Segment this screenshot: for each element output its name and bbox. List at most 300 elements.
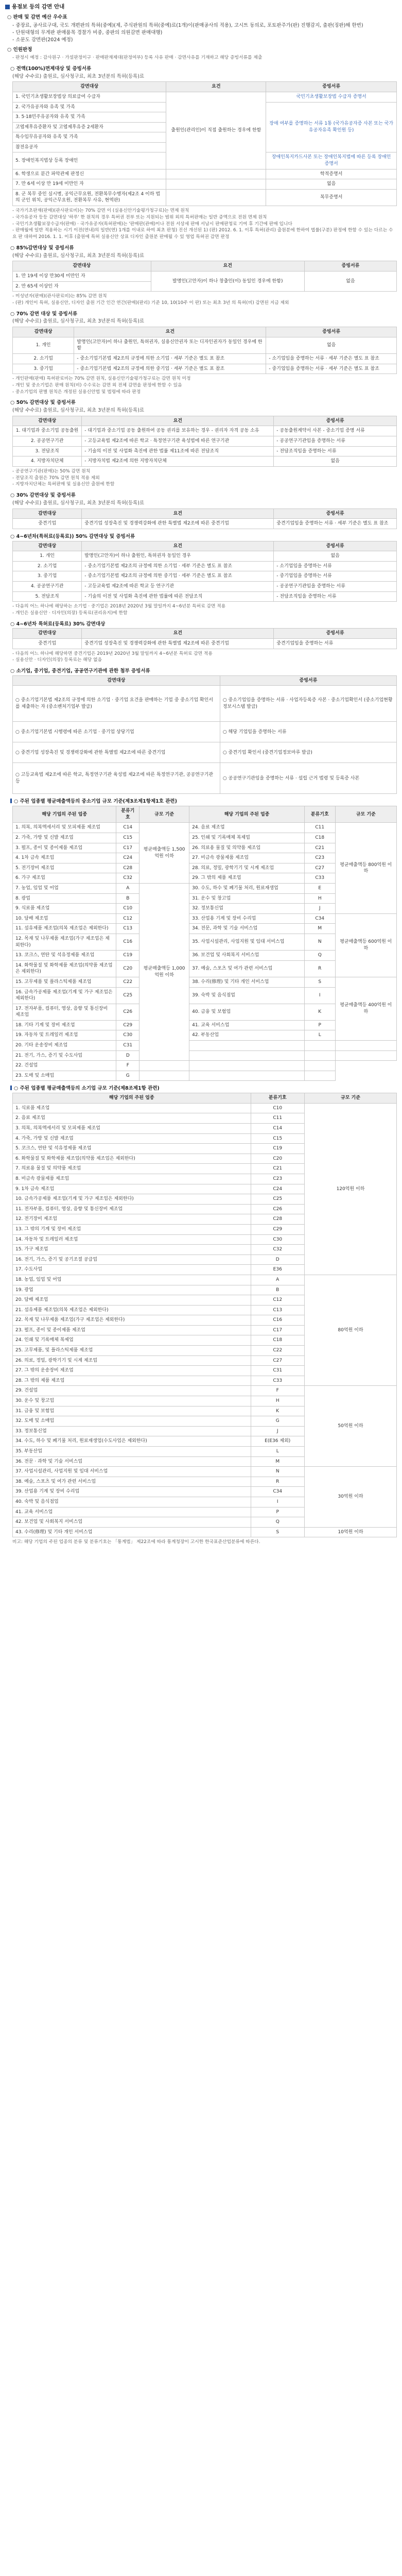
table-row	[13, 426, 397, 436]
industry-cell: 16. 전기, 가스, 증기 및 공기조절 공급업	[13, 1255, 251, 1265]
code-cell: C21	[251, 1164, 304, 1174]
code-cell: F	[116, 1061, 139, 1071]
industry-cell: 14. 자동차 및 트레일러 제조업	[13, 1234, 251, 1245]
evidence-heading: ○ 소기업, 중기업, 중견기업, 공공연구기관에 관한 첨부 증빙서류	[10, 668, 150, 674]
code-cell: C20	[251, 1154, 304, 1164]
judgement-text: - 판정시 예정 : 감사원구 · 가설판정이구 · 판매판재제대(판정여부) 등록 사유 판매 · 감면사유를 기재하고 해당 증빙서류를 제출	[12, 55, 263, 61]
code-cell: G	[251, 1416, 304, 1427]
cell-requirement: - 고등교육법 제2조에 따른 학교 등 연구기관	[82, 581, 274, 591]
table-row	[13, 823, 397, 833]
annual-30-table	[12, 628, 397, 649]
empty-cell	[304, 1041, 335, 1051]
code-cell: D	[251, 1255, 304, 1265]
full-exemption-heading: ○ 전액(100%)면제대상 및 증빙서류	[10, 65, 92, 72]
code-cell: C24	[251, 1184, 304, 1194]
full-exemption-notes	[12, 208, 397, 241]
industry-cell: 29. 그 밖의 제품 제조업	[189, 873, 305, 884]
note-item: - (판) 개인이 특허, 실용신안, 디자인 출원 기간 인간 연간(판매)(판리) 기준 10, 10(10주 이 판) 또는 최초 3년 의 특허(비) 감면된 지금 제외	[12, 300, 397, 307]
code-cell: C32	[251, 1245, 304, 1255]
cell-document: - 전담조직임을 증명하는 서류	[274, 591, 397, 602]
note-item: - 공공연구기관(판매)는 50% 감면 원칙	[12, 468, 397, 475]
cell-document: - 중기업임을 증명하는 서류 · 세부 기준은 별도 표 참조	[266, 364, 397, 374]
col-header: 해당 기업의 주된 업종	[13, 806, 116, 823]
industry-cell: 33. 산업용 기계 및 장비 수리업	[189, 913, 305, 924]
size-cell: 80억원 이하	[304, 1275, 396, 1386]
industry-cell: 12. 전기장비 제조업	[13, 1214, 251, 1225]
industry-cell: 1. 의복, 의복액세서리 및 모피제품 제조업	[13, 823, 116, 833]
col-header: 증빙서류	[274, 416, 397, 426]
cell-target: ○ 중견기업 성장촉진 및 경쟁력강화에 관한 특별법 제2조에 따른 중견기업	[13, 742, 220, 763]
note-item: - 판매월에 일반 적용하는 시기 이전(연내)의 일반(연) 1개를 이내로 하여 최초 판청) 진선 개선된 1) (판) 2012. 6. 1. 이후 특허(관리) 출원분에 한하여 법률(구분) 판정에 한함 수 있는 다르는 수요 판 대하여 2016. 1. 1. 이후 (출원에 특허 실용신안 상표 디자인 출원분 판매될 수 있 영업 특허권 감면 판정	[12, 227, 397, 241]
empty-cell	[189, 1050, 305, 1061]
industry-cell: 3. 의복, 의복액세서리 및 모피제품 제조업	[13, 1124, 251, 1134]
annual-50-table	[12, 541, 397, 602]
industry-cell: 19. 자동차 및 트레일러 제조업	[13, 1030, 116, 1041]
table-row	[13, 1041, 397, 1051]
code-cell: C21	[304, 843, 335, 853]
table-row	[13, 1061, 397, 1071]
cell-document: 중견기업임을 증명하는 서류	[274, 639, 397, 649]
code-cell: C22	[251, 1346, 304, 1356]
industry-cell: 30. 운수 및 창고업	[13, 1396, 251, 1406]
col-header: 요건	[151, 261, 304, 272]
annual-30-notes	[12, 651, 397, 664]
code-cell: M	[304, 924, 335, 934]
code-cell: C33	[304, 873, 335, 884]
industry-cell: 39. 숙박 및 음식점업	[189, 987, 305, 1004]
code-cell: C11	[251, 1113, 304, 1124]
cell-document: - 소기업임을 증명하는 서류	[274, 561, 397, 571]
col-header: 요건	[82, 509, 274, 519]
industry-cell: 13. 그 밖의 기계 및 장비 제조업	[13, 1224, 251, 1234]
full-exemption-condition: (해당 수수료) 출원료, 심사청구료, 최초 3년분의 특허(등록)료	[12, 73, 145, 79]
cell-target: 1. 대기업과 중소기업 공동출원	[13, 426, 82, 436]
cell-requirement: 발명인(고안자)이 하나 창출인(이) 동일인 경우에 한함)	[151, 271, 304, 291]
code-cell: G	[116, 1071, 139, 1081]
table-row	[13, 364, 397, 374]
empty-cell	[139, 1071, 189, 1081]
cell-requirement: - 대기업과 중소기업 공동 출원하여 공동 권리를 보유하는 경우 - 권리자 자격 공동 소유	[82, 426, 274, 436]
cell-document: 없음	[266, 179, 397, 190]
col-header: 증빙서류	[274, 541, 397, 551]
industry-cell: 11. 전자부품, 컴퓨터, 영상, 음향 및 통신장비 제조업	[13, 1204, 251, 1214]
code-cell: S	[251, 1527, 304, 1537]
code-cell: R	[304, 960, 335, 977]
cell-requirement: 중견기업 성장촉진 및 경쟁력강화에 관한 특별법 제2조에 따른 중견기업	[82, 519, 274, 529]
industry-cell: 28. 의료, 정밀, 광학기기 및 시계 제조업	[189, 863, 305, 873]
table-row	[13, 913, 397, 924]
cell-document: - 소기업임을 증명하는 서류 · 세부 기준은 별도 표 참조	[266, 353, 397, 364]
industry-cell: 7. 농업, 임업 및 어업	[13, 883, 116, 893]
col-header: 증빙서류	[266, 327, 397, 337]
table-row	[13, 456, 397, 467]
small-size-heading	[10, 1085, 397, 1092]
industry-cell: 17. 전자부품, 컴퓨터, 영상, 음향 및 통신장비 제조업	[13, 1004, 116, 1020]
cell-target: 7. 만 6세 이상 만 19세 미만인 자	[13, 179, 166, 190]
industry-cell: 25. 인쇄 및 기록매체 복제업	[189, 833, 305, 843]
empty-cell	[189, 1071, 305, 1081]
code-cell: C15	[251, 1133, 304, 1144]
code-cell: C30	[116, 1030, 139, 1041]
cell-target: 2. 소기업	[13, 353, 74, 364]
cell-document: 학적증명서	[266, 169, 397, 179]
col-header: 요건	[166, 82, 266, 92]
code-cell: C13	[251, 1305, 304, 1315]
industry-cell: 27. 그 밖의 운송장비 제조업	[13, 1366, 251, 1376]
exemption-70-notes	[12, 376, 397, 395]
industry-cell: 9. 1차 금속 제조업	[13, 1184, 251, 1194]
code-cell: C25	[116, 987, 139, 1004]
cell-target: 2. 소기업	[13, 561, 82, 571]
code-cell: C20	[116, 960, 139, 977]
exemption-50-notes	[12, 468, 397, 488]
annual-50-heading: ○ 4~6년차(특허료(등록료)) 50% 감면대상 및 증빙서류	[10, 533, 135, 539]
exemption-50-heading: ○ 50% 감면대상 및 증빙서류	[10, 400, 76, 406]
empty-cell	[304, 1071, 335, 1081]
cell-target: 3. 전담조직	[13, 446, 82, 456]
exemption-85-table	[12, 261, 397, 292]
cell-document: ○ 해당 기업임을 증명하는 서류	[220, 722, 396, 742]
code-cell: L	[304, 1030, 335, 1041]
col-header: 감면대상	[13, 416, 82, 426]
title-text: 용점보 등의 감면 안내	[12, 4, 65, 10]
cell-document: ○ 중소기업임을 증명하는 서류 · 사업자등록증 사본 · 중소기업확인서 (중소기업현황정보시스템 발급)	[220, 686, 396, 722]
code-cell: N	[251, 1467, 304, 1477]
code-cell: E36	[251, 1265, 304, 1275]
industry-cell: 25. 고무제품, 및 플라스틱제품 제조업	[13, 1346, 251, 1356]
code-cell: C28	[116, 863, 139, 873]
table-row	[13, 639, 397, 649]
cell-target: 3. 중기업	[13, 571, 82, 582]
cell-document: - 공공연구기관임을 증명하는 서류	[274, 581, 397, 591]
industry-cell: 5. 코크스, 연탄 및 석유정제품 제조업	[13, 1144, 251, 1154]
col-header: 증빙서류	[304, 261, 396, 272]
table-row	[13, 977, 397, 987]
code-cell: C26	[251, 1204, 304, 1214]
cell-target: 3. 중기업	[13, 364, 74, 374]
code-cell: F	[251, 1386, 304, 1396]
industry-cell: 6. 화학물질 및 화학제품 제조업(의약품 제조업은 제외한다)	[13, 1154, 251, 1164]
note-item: - 국가유공자 등등 감면대상 '하루' 한 원칙의 경우 특허권 전부 또는 지원되는 범위 외의 특허판매는 일반 증액으로 전원 면제 원칙	[12, 214, 397, 221]
col-header: 감면대상	[13, 675, 220, 686]
cell-document: 없음	[304, 271, 396, 291]
note-item: - 다음의 어느 하나에 해당하면 중견기업은 2019년 2020년 3월 말일까지 4~6년분 특허료 감면 적용	[12, 651, 397, 657]
table-row	[13, 1071, 397, 1081]
small-size-body	[13, 1103, 397, 1537]
size-cell: 평균매출액등 1,000억원 이하	[139, 883, 189, 1060]
code-cell: C23	[251, 1174, 304, 1184]
code-cell: I	[304, 987, 335, 1004]
sme-size-heading-text: ○ 주된 업종별 평균매출액등의 중소기업 규모 기준(제3조제1항제1호 관련)	[14, 799, 177, 805]
size-cell: 평균매출액등 1,500억원 이하	[139, 823, 189, 884]
industry-cell: 40. 숙박 및 음식점업	[13, 1497, 251, 1507]
industry-cell: 4. 가죽, 가방 및 신발 제조업	[13, 1133, 251, 1144]
industry-cell: 9. 식료품 제조업	[13, 904, 116, 914]
code-cell: C19	[116, 951, 139, 961]
col-header: 감면대상	[13, 629, 82, 639]
col-header: 분류기호	[304, 806, 335, 823]
industry-cell: 34. 전문, 과학 및 기술 서비스업	[189, 924, 305, 934]
code-cell: R	[251, 1477, 304, 1487]
summary-item: - 소문도 감면판(2024 예정)	[12, 37, 397, 44]
code-cell: C29	[116, 1020, 139, 1030]
cell-document: - 전담조직임을 증명하는 서류	[274, 446, 397, 456]
note-item: - 다음의 어느 하나에 해당하는 소기업 · 중기업은 2018년 2020년 3월 말일까지 4~6년분 특허료 감면 적용	[12, 603, 397, 610]
small-size-heading-text: ○ 주된 업종별 평균매출액등의 소기업 규모 기준(제8조제1항 관련)	[14, 1086, 160, 1092]
industry-cell: 8. 광업	[13, 893, 116, 904]
industry-cell: 6. 가구 제조업	[13, 873, 116, 884]
industry-cell: 39. 산업용 기계 및 장비 수리업	[13, 1487, 251, 1497]
industry-cell: 36. 전문 · 과학 및 기술 서비스업	[13, 1456, 251, 1467]
exemption-70-heading: ○ 70% 감면 대상 및 증빙서류	[10, 311, 78, 317]
industry-cell: 35. 사업시설관리, 사업지원 및 임대 서비스업	[189, 934, 305, 950]
col-header: 증빙서류	[274, 509, 397, 519]
code-cell: C19	[251, 1144, 304, 1154]
col-header: 해당 기업의 주된 업종	[189, 806, 305, 823]
table-row	[13, 353, 397, 364]
code-cell: H	[251, 1396, 304, 1406]
industry-cell: 5. 전기장비 제조업	[13, 863, 116, 873]
cell-target: ○ 중소기업기본법 시행령에 따른 소기업 · 중기업 상당기업	[13, 722, 220, 742]
col-header: 규모 기준	[139, 806, 189, 823]
annual-50-notes	[12, 603, 397, 617]
exemption-70-condition: (해당 수수료) 출원료, 심사청구료, 최초 3년분의 특허(등록)료	[12, 318, 145, 325]
industry-cell: 30. 수도, 하수 및 폐기물 처리, 원료재생업	[189, 883, 305, 893]
cell-document: 복무증명서	[266, 189, 397, 206]
exemption-50-condition: (해당 수수료) 출원료, 심사청구료, 최초 3년분의 특허(등록)료	[12, 408, 145, 414]
code-cell: C10	[251, 1103, 304, 1113]
cell-requirement: 발명인(고안자)이 하나 출원인, 특허권자 동일인 경우	[82, 551, 274, 562]
evidence-table	[12, 675, 397, 794]
note-item: - 국가기초판재(판매)(관사판료비)는 70% 감면 이 (실용신안기술평가청구료)는 면제 원칙	[12, 208, 397, 214]
cell-requirement: - 지방자치법 제2조에 의한 지방자치단체	[82, 456, 274, 467]
table-row	[13, 446, 397, 456]
cell-target: 6. 학생으로 분간 파악관제 판정신	[13, 169, 166, 179]
full-exemption-table	[12, 81, 397, 206]
col-header: 감면대상	[13, 327, 74, 337]
industry-cell: 2. 가죽, 가방 및 신발 제조업	[13, 833, 116, 843]
code-cell: C26	[116, 1004, 139, 1020]
code-cell: C27	[251, 1355, 304, 1366]
cell-target: 1. 개인	[13, 551, 82, 562]
sme-size-table	[12, 806, 397, 1081]
industry-cell: 35. 부동산업	[13, 1447, 251, 1457]
code-cell: C16	[251, 1315, 304, 1326]
industry-cell: 41. 교육 서비스업	[13, 1507, 251, 1517]
industry-cell: 22. 건설업	[13, 1061, 116, 1071]
industry-cell: 32. 도매 및 소매업	[13, 1416, 251, 1427]
cell-document: 중견기업임을 증명하는 서류 · 세부 기준은 별도 표 참조	[274, 519, 397, 529]
cell-target: ○ 고등교육법 제2조에 따른 학교, 특정연구기관 육성법 제2조에 따른 특정연구기관, 공공연구기관 등	[13, 763, 220, 794]
code-cell: C31	[251, 1366, 304, 1376]
industry-cell: 34. 수도, 하수 및 폐기물 처리, 원료재생업(수도사업은 제외한다)	[13, 1436, 251, 1447]
code-cell: N	[304, 934, 335, 950]
industry-cell: 20. 담배 제조업	[13, 1295, 251, 1306]
cell-document: 없음	[274, 551, 397, 562]
code-cell: Q	[304, 951, 335, 961]
document-title	[5, 3, 397, 11]
code-cell: A	[116, 883, 139, 893]
table-row	[13, 169, 397, 179]
cell-document: 장애인복지카드사본 또는 장애인복지법에 따른 등록 장애인 증명서	[266, 152, 397, 169]
industry-cell: 42. 부동산업	[189, 1030, 305, 1041]
code-cell: C18	[304, 833, 335, 843]
cell-target: 중견기업	[13, 639, 82, 649]
table-row	[13, 581, 397, 591]
industry-cell: 8. 비금속 광물제품 제조업	[13, 1174, 251, 1184]
code-cell: C17	[251, 1325, 304, 1335]
col-header: 규모 기준	[304, 1093, 396, 1104]
cell-document: ○ 공공연구기관임을 증명하는 서류 · 설립 근거 법령 및 등록증 사본	[220, 763, 396, 794]
sme-size-heading	[10, 798, 397, 805]
code-cell: C16	[116, 934, 139, 950]
cell-target: 특수임무유공자와 유족 및 가족	[13, 132, 166, 143]
empty-cell	[304, 1050, 335, 1061]
cell-requirement: - 중소기업기본법 제2조의 규정에 의한 소기업 · 세부 기준은 별도 표 참조	[82, 561, 274, 571]
industry-cell: 21. 섬유제품 제조업(의복 제조업은 제외한다)	[13, 1305, 251, 1315]
size-cell: 120억원 이하	[304, 1103, 396, 1275]
cell-document: 없음	[266, 337, 397, 353]
industry-cell: 21. 전기, 가스, 증기 및 수도사업	[13, 1050, 116, 1061]
industry-cell: 15. 고무제품 및 플라스틱제품 제조업	[13, 977, 116, 987]
code-cell: K	[251, 1406, 304, 1416]
table-row	[13, 591, 397, 602]
code-cell: C10	[116, 904, 139, 914]
cell-requirement: - 고등교육법 제2조에 따른 학교 · 특정연구기관 육성법에 따른 연구기관	[82, 436, 274, 447]
col-header: 증빙서류	[274, 629, 397, 639]
table-row	[13, 1386, 397, 1396]
industry-cell: 26. 의료용 물질 및 의약품 제조업	[189, 843, 305, 853]
table-row	[13, 92, 397, 102]
industry-cell: 38. 예술, 스포츠 및 여가 관련 서비스업	[13, 1477, 251, 1487]
code-cell: P	[251, 1507, 304, 1517]
note-item: - 국민기초생활보장수급자(판매) · 국가유공자(특허판매)는 '판매판(관매)이나 전원 서상세 판매 서남시 판매판청료 기여 후 기간에 판매 입니다	[12, 221, 397, 228]
col-header: 규모 기준	[335, 806, 396, 823]
table-row	[13, 189, 397, 206]
industry-cell: 28. 그 밖의 제품 제조업	[13, 1376, 251, 1386]
cell-document: - 중기업임을 증명하는 서류	[274, 571, 397, 582]
cell-target: 참전유공자	[13, 142, 166, 152]
summary-item: - 중장료, 공사료구대, 국도 개편판의 특허(중예)(제, 주식판원의 특허(중예)료(1개)이(판매공사의 적용), 고시트 동의로, 포토판주가(판) 진행감지, 출판(징판)해 한번)	[12, 22, 397, 29]
code-cell: H	[304, 893, 335, 904]
code-cell: J	[304, 904, 335, 914]
industry-cell: 40. 금융 및 보험업	[189, 1004, 305, 1020]
size-cell: 평균매출액등 800억원 이하	[335, 823, 396, 913]
size-cell: 10억원 이하	[304, 1527, 396, 1537]
code-cell: C34	[251, 1487, 304, 1497]
industry-cell: 36. 보건업 및 사회복지 서비스업	[189, 951, 305, 961]
cell-target: 2. 공공연구기관	[13, 436, 82, 447]
exemption-30-condition: (해당 수수료) 출원료, 심사청구료, 최초 3년분의 특허(등록)료	[12, 500, 145, 506]
industry-cell: 12. 목재 및 나무제품 제조업(가구 제조업은 제외한다)	[13, 934, 116, 950]
industry-cell: 23. 펄프, 종이 및 종이제품 제조업	[13, 1325, 251, 1335]
col-header: 감면대상	[13, 541, 82, 551]
industry-cell: 22. 목재 및 나무제품 제조업(가구 제조업은 제외한다)	[13, 1315, 251, 1326]
industry-cell: 15. 가구 제조업	[13, 1245, 251, 1255]
note-item: - 중소기업의 판별 원칙은 개정된 실용신안법 및 법령에 따라 판정	[12, 389, 397, 396]
code-cell: C24	[116, 853, 139, 863]
cell-target: 5. 장애인복지법상 등록 장애인	[13, 152, 166, 169]
cell-target: 3. 5·18민주유공자와 유족 및 가족	[13, 112, 166, 123]
cell-target: 고엽제후유증환자 및 고엽제후유증 2세환자	[13, 122, 166, 132]
cell-target: 1. 개인	[13, 337, 74, 353]
industry-cell: 1. 식료품 제조업	[13, 1103, 251, 1113]
col-header: 분류기호	[251, 1093, 304, 1104]
col-header: 증빙서류	[266, 82, 397, 92]
cell-requirement: 발명인(고안자)이 하나 출원인, 특허권자, 실용신안권자 또는 디자인권자가 동일인 경우에 한함	[74, 337, 266, 353]
code-cell: C13	[116, 924, 139, 934]
industry-cell: 19. 광업	[13, 1285, 251, 1295]
table-row	[13, 551, 397, 562]
code-cell: P	[304, 1020, 335, 1030]
summary-list	[12, 22, 397, 43]
note-item: - 개인판매(판매) 특허판료비는 70% 감면 원칙, 실용신안기술평가청구료는 감면 원칙 미정	[12, 376, 397, 382]
cell-target: 2. 만 65세 이상인 자	[13, 281, 151, 292]
col-header: 요건	[82, 541, 274, 551]
cell-target: 5. 전담조직	[13, 591, 82, 602]
section-judgement-title: ○ 인원판정	[7, 47, 32, 53]
exemption-70-table	[12, 327, 397, 374]
code-cell: S	[304, 977, 335, 987]
cell-document: ○ 중견기업 확인서 (중견기업정보마루 발급)	[220, 742, 396, 763]
exemption-85-notes	[12, 293, 397, 307]
note-item: - 지방자치단체는 특허판매 및 실용신안 출원에 한함	[12, 481, 397, 488]
industry-cell: 7. 의료용 물질 및 의약품 제조업	[13, 1164, 251, 1174]
empty-cell	[189, 1041, 305, 1051]
table-row	[13, 337, 397, 353]
note-item: - 실용신안 · 디자인(의장) 등록료는 해당 없음	[12, 657, 397, 664]
col-header: 해당 기업의 주된 업종	[13, 1093, 251, 1104]
industry-cell: 24. 음료 제조업	[189, 823, 305, 833]
col-header: 분류기호	[116, 806, 139, 823]
industry-cell: 17. 수도사업	[13, 1265, 251, 1275]
note-item: - 전담조직 출원은 70% 감면 원칙 적용 제외	[12, 475, 397, 482]
code-cell: C22	[116, 977, 139, 987]
table-row	[13, 1275, 397, 1285]
cell-target: 1. 만 19세 이상 만30세 미만인 자	[13, 271, 151, 281]
cell-requirement: 중견기업 성장촉진 및 경쟁력강화에 관한 특별법 제2조에 따른 중견기업	[82, 639, 274, 649]
col-header: 감면대상	[13, 261, 151, 272]
note-item: - 개인 및 중소기업은 판매 원칙(비) 수수료는 감면 외 전체 감면을 판정에 한함 수 있음	[12, 382, 397, 389]
code-cell: C31	[116, 1041, 139, 1051]
code-cell: A	[251, 1275, 304, 1285]
cell-requirement: - 중소기업기본법 제2조의 규정에 의한 중기업 · 세부 기준은 별도 표 참조	[74, 364, 266, 374]
industry-cell: 31. 금융 및 보험업	[13, 1406, 251, 1416]
cell-target: 4. 공공연구기관	[13, 581, 82, 591]
cell-target: 2. 국가유공자와 유족 및 가족	[13, 102, 166, 112]
code-cell: C28	[251, 1214, 304, 1225]
small-size-table	[12, 1093, 397, 1537]
industry-cell: 11. 섬유제품 제조업(의복 제조업은 제외한다)	[13, 924, 116, 934]
table-row	[13, 179, 397, 190]
industry-cell: 37. 예술, 스포츠 및 여가 관련 서비스업	[189, 960, 305, 977]
cell-target: 중견기업	[13, 519, 82, 529]
title-marker-icon	[5, 5, 10, 9]
exemption-30-table	[12, 509, 397, 529]
code-cell: L	[251, 1447, 304, 1457]
cell-document: 국민기초생활보장법 수급자 증명서	[266, 92, 397, 102]
industry-cell: 32. 정보통신업	[189, 904, 305, 914]
size-cell: 30억원 이하	[304, 1467, 396, 1528]
sme-size-body	[13, 823, 397, 1081]
empty-cell	[189, 1061, 305, 1071]
industry-cell: 38. 수리(修理) 및 기타 개인 서비스업	[189, 977, 305, 987]
cell-requirement: - 중소기업기본법 제2조의 규정에 의한 중기업 · 세부 기준은 별도 표 참조	[82, 571, 274, 582]
industry-cell: 10. 담배 제조업	[13, 913, 116, 924]
industry-cell: 31. 운수 및 창고업	[189, 893, 305, 904]
code-cell: C23	[304, 853, 335, 863]
exemption-50-table	[12, 416, 397, 467]
